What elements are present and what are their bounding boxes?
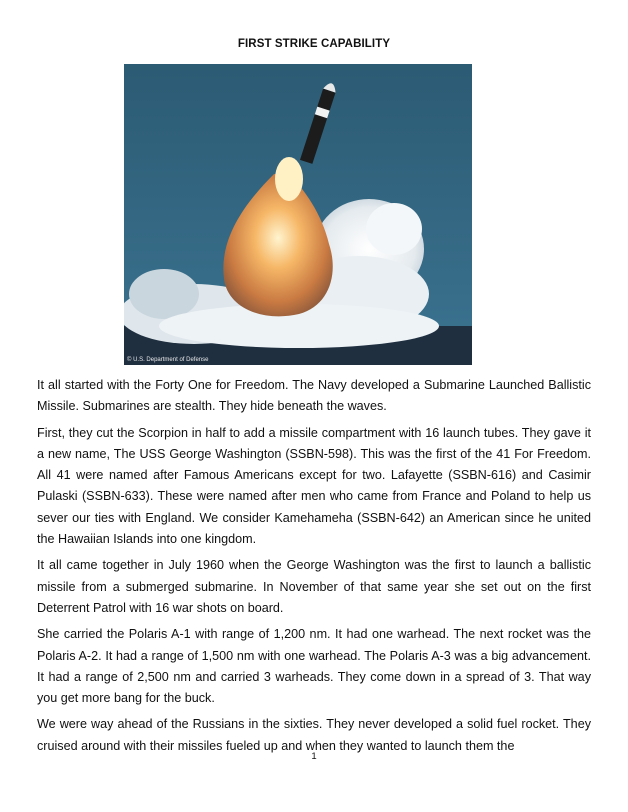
image-caption: © U.S. Department of Defense — [127, 357, 209, 363]
paragraph: It all started with the Forty One for Freedom. The Navy developed a Submarine Launched Ballistic Missile. Submarines are stealth. They hide beneath the waves. — [37, 378, 591, 414]
paragraph: She carried the Polaris A-1 with range of 1,200 nm. It had one warhead. The next rocket was the Polaris A-2. It had a range of 1,500 nm with one warhead. The Polaris A-3 was a big advancement. It had a range of 2,500 nm and carried 3 warheads. They come down in a spread of 3. That way you get more bang for the buck. — [37, 627, 591, 706]
page-title: FIRST STRIKE CAPABILITY — [237, 38, 391, 50]
missile-launch-photo — [124, 64, 472, 365]
page-number: 1 — [311, 751, 317, 762]
missile-launch-illustration — [124, 64, 472, 365]
paragraph: It all came together in July 1960 when the George Washington was the first to launch a ballistic missile from a submerged submarine. In November of that same year she set out on the first Deterrent Patrol with 16 war shots on board. — [37, 558, 591, 615]
paragraph: We were way ahead of the Russians in the sixties. They never developed a solid fuel rocket. They cruised around with their missiles fueled up and when they wanted to launch them the — [37, 717, 591, 753]
body-text — [37, 375, 591, 762]
paragraph: First, they cut the Scorpion in half to add a missile compartment with 16 launch tubes. They gave it a new name, The USS George Washington (SSBN-598). This was the first of the 41 For Freedom. All 41 were named after Famous Americans except for two. Lafayette (SSBN-616) and Casimir Pulaski (SSBN-633). These were named after men who came from France and Poland to help us sever our ties with England. We consider Kamehameha (SSBN-642) an American since he united the Hawaiian Islands into one kingdom. — [37, 425, 591, 547]
